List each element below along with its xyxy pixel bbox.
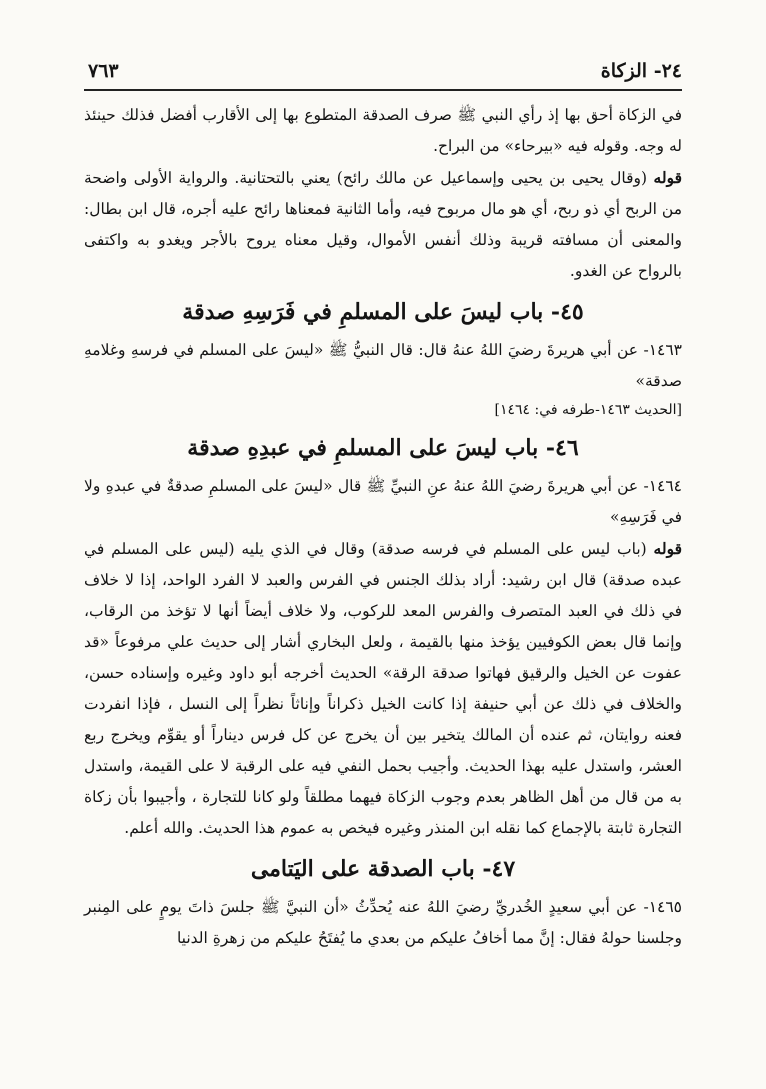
hadith-reference-note: [الحديث ١٤٦٣-طرفه في: ١٤٦٤] — [494, 402, 682, 418]
paragraph-text: (باب ليس على المسلم في فرسه صدقة) وقال في الذي يليه (ليس على المسلم في عبده صدقة) قال ابن رشيد: أراد بذلك الجنس في الفرس والعبد لا الفرد الواحد، إذا لا خلاف في ذلك في العبد المتصرف والفرس المعد للركوب، ولا خلاف أيضاً أنها لا تؤخذ من الرقاب، وإنما قال بعض الكوفيين يؤخذ منها بالقيمة ، ولعل البخاري أشار إلى حديث علي مرفوعاً «قد عفوت عن الخيل والرقيق فهاتوا صدقة الرقة» الحديث أخرجه أبو داود وغيره وإسناده حسن، والخلاف في ذلك عن أبي حنيفة إذا كانت الخيل ذكراناً وإناثاً نظراً إلى النسل ، فإذا انفردت فعنه روايتان، ثم عنده أن المالك يتخير بين أن يخرج عن كل فرس ديناراً أو يقوِّم ويخرج ربع العشر، واستدل عليه بهذا الحديث. وأجيب بحمل النفي فيه على الرقبة لا على القيمة، واستدل به من قال من أهل الظاهر بعدم وجوب الزكاة فيهما مطلقاً ولو كانا للتجارة ، وأجيبوا بأن زكاة التجارة ثابتة بالإجماع كما نقله ابن المنذر وغيره فيخص به عموم هذا الحديث. والله أعلم. — [84, 540, 682, 837]
body-paragraph — [84, 162, 682, 287]
body-paragraph — [84, 100, 682, 162]
page-body — [84, 100, 682, 954]
running-header — [88, 44, 682, 82]
chapter-title: ٤٦- باب ليسَ على المسلمِ في عبدِهِ صدقة — [187, 435, 579, 461]
body-paragraph — [84, 892, 682, 954]
chapter-title: ٤٥- باب ليسَ على المسلمِ في فَرَسِهِ صدقة — [182, 299, 584, 325]
chapter-title: ٤٧- باب الصدقة على اليَتامى — [250, 856, 516, 882]
header-divider — [84, 89, 682, 91]
chapter-heading: ٢٤- الزكاة — [600, 60, 682, 82]
paragraph-lead-word: قوله — [653, 168, 682, 187]
body-paragraph — [84, 335, 682, 397]
paragraph-text: (وقال يحيى بن يحيى وإسماعيل عن مالك رائح) يعني بالتحتانية. والرواية الأولى واضحة من الربح أي ذو ربح، أي هو مال مربوح فيه، وأما الثانية فمعناها رائح عليه أجره، قال ابن بطال: والمعنى أن مسافته قريبة وذلك أنفس الأموال، وقيل معناه يروح بالأجر ويغدو به واكتفى بالرواح عن الغدو. — [84, 169, 682, 280]
body-paragraph — [84, 533, 682, 844]
paragraph-text: ١٤٦٥- عن أبي سعيدٍ الخُدريِّ رضيَ اللهُ عنه يُحدِّثُ «أن النبيَّ ﷺ جلسَ ذاتَ يومٍ على المِنبر وجلسنا حولهُ فقال: إنَّ مما أخافُ عليكم من بعدي ما يُفتَحُ عليكم من زهرةِ الدنيا — [84, 898, 682, 947]
paragraph-text: ١٤٦٤- عن أبي هريرةَ رضيَ اللهُ عنهُ عنِ النبيِّ ﷺ قال «ليسَ على المسلمِ صدقةٌ في عبدهِ ولا في فَرَسِهِ» — [84, 477, 682, 526]
paragraph-lead-word: قوله — [653, 539, 682, 558]
body-paragraph — [84, 471, 682, 533]
paragraph-text: في الزكاة أحق بها إذ رأي النبي ﷺ صرف الصدقة المتطوع بها إلى الأقارب أفضل فذلك حينئذ له وجه. وقوله فيه «بيرحاء» من البراح. — [84, 106, 682, 155]
paragraph-text: ١٤٦٣- عن أبي هريرةَ رضيَ اللهُ عنهُ قال: قال النبيُّ ﷺ «ليسَ على المسلم في فرسهِ وغلامهِ صدقة» — [84, 341, 682, 390]
page-number: ٧٦٣ — [88, 60, 119, 82]
